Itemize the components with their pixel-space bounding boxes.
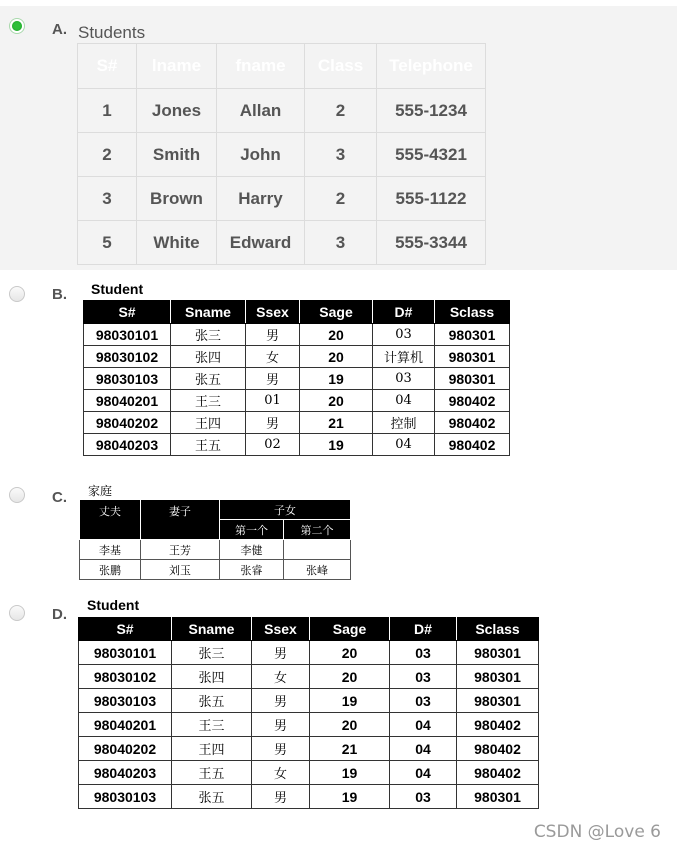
table-header-row bbox=[79, 618, 539, 641]
table-header-cell: S# bbox=[79, 618, 172, 641]
table-cell: 980301 bbox=[457, 641, 539, 665]
table-cell: 3 bbox=[305, 221, 377, 265]
table-cell: Harry bbox=[217, 177, 305, 221]
table-cell: 555-4321 bbox=[377, 133, 486, 177]
option-c[interactable] bbox=[0, 478, 677, 588]
table-cell: 20 bbox=[300, 324, 373, 346]
table-cell: 98030101 bbox=[79, 641, 172, 665]
table-cell: 张三 bbox=[171, 324, 246, 346]
table-cell: 555-1122 bbox=[377, 177, 486, 221]
table-cell: 980402 bbox=[435, 412, 510, 434]
table-header-cell: Sage bbox=[310, 618, 390, 641]
table-header-cell: Sclass bbox=[435, 301, 510, 324]
table-cell: 980301 bbox=[457, 689, 539, 713]
option-d-letter: D. bbox=[52, 606, 67, 623]
table-header-cell: 子女 bbox=[220, 500, 351, 520]
table-cell: 980301 bbox=[435, 368, 510, 390]
table-cell: 男 bbox=[252, 641, 310, 665]
table-header-cell: 丈夫 bbox=[80, 500, 141, 540]
option-c-letter: C. bbox=[52, 489, 67, 506]
table-cell: 98040203 bbox=[79, 761, 172, 785]
table-row bbox=[80, 540, 351, 560]
table-cell: 张五 bbox=[172, 689, 252, 713]
table-cell: 03 bbox=[390, 785, 457, 809]
table-cell: Allan bbox=[217, 89, 305, 133]
table-cell: 98030101 bbox=[84, 324, 171, 346]
table-header-cell: Class bbox=[305, 44, 377, 89]
table-row bbox=[79, 641, 539, 665]
table-cell: 980402 bbox=[457, 737, 539, 761]
table-header-cell: Sclass bbox=[457, 618, 539, 641]
table-row bbox=[84, 390, 510, 412]
table-cell: 19 bbox=[300, 368, 373, 390]
table-header-cell: Sage bbox=[300, 301, 373, 324]
table-cell: 王芳 bbox=[141, 540, 220, 560]
table-cell: 20 bbox=[310, 641, 390, 665]
option-c-caption: 家庭 bbox=[88, 484, 113, 498]
table-cell: 控制 bbox=[373, 412, 435, 434]
table-row bbox=[79, 689, 539, 713]
option-a-radio[interactable] bbox=[9, 18, 25, 34]
table-cell: 980301 bbox=[435, 324, 510, 346]
table-cell: 男 bbox=[246, 368, 300, 390]
table-cell: 980402 bbox=[435, 390, 510, 412]
table-cell: 03 bbox=[390, 665, 457, 689]
table-cell: 男 bbox=[252, 713, 310, 737]
table-cell: 3 bbox=[305, 133, 377, 177]
table-cell: 04 bbox=[390, 737, 457, 761]
table-cell: 980402 bbox=[457, 761, 539, 785]
table-row bbox=[79, 665, 539, 689]
table-cell: 女 bbox=[252, 665, 310, 689]
option-b-radio[interactable] bbox=[9, 286, 25, 302]
table-cell: 张鹏 bbox=[80, 560, 141, 580]
table-header-cell: Ssex bbox=[252, 618, 310, 641]
option-a[interactable] bbox=[0, 6, 677, 270]
table-cell: 2 bbox=[305, 89, 377, 133]
table-row bbox=[79, 713, 539, 737]
option-b-letter: B. bbox=[52, 286, 67, 303]
table-cell: 男 bbox=[246, 412, 300, 434]
table-cell: 张五 bbox=[172, 785, 252, 809]
table-header-cell: 妻子 bbox=[141, 500, 220, 540]
table-cell: 李健 bbox=[220, 540, 284, 560]
table-cell: 女 bbox=[252, 761, 310, 785]
table-cell: 21 bbox=[300, 412, 373, 434]
table-cell: 男 bbox=[252, 689, 310, 713]
table-cell: 男 bbox=[252, 785, 310, 809]
table-cell: 2 bbox=[78, 133, 137, 177]
table-cell: 980301 bbox=[457, 665, 539, 689]
table-header-cell: Sname bbox=[172, 618, 252, 641]
table-cell: 张三 bbox=[172, 641, 252, 665]
table-cell: 王五 bbox=[172, 761, 252, 785]
table-row bbox=[80, 560, 351, 580]
table-cell: Edward bbox=[217, 221, 305, 265]
table-cell: 20 bbox=[310, 665, 390, 689]
table-cell: 20 bbox=[300, 346, 373, 368]
option-b[interactable] bbox=[0, 270, 677, 470]
table-cell: 04 bbox=[373, 434, 435, 456]
table-cell: 555-3344 bbox=[377, 221, 486, 265]
table-row bbox=[78, 221, 486, 265]
table-header-row bbox=[78, 44, 486, 89]
watermark: CSDN @Love 6 bbox=[533, 822, 661, 842]
table-cell: 04 bbox=[390, 761, 457, 785]
table-cell: 1 bbox=[78, 89, 137, 133]
table-cell: 19 bbox=[310, 761, 390, 785]
table-cell: 王五 bbox=[171, 434, 246, 456]
table-header-cell: lname bbox=[137, 44, 217, 89]
table-cell: 01 bbox=[246, 390, 300, 412]
table-cell: White bbox=[137, 221, 217, 265]
table-row bbox=[78, 133, 486, 177]
table-cell: 19 bbox=[310, 689, 390, 713]
table-cell: 980402 bbox=[435, 434, 510, 456]
table-cell: 03 bbox=[373, 324, 435, 346]
table-cell: 李基 bbox=[80, 540, 141, 560]
table-cell: 02 bbox=[246, 434, 300, 456]
table-cell: 98040202 bbox=[84, 412, 171, 434]
table-header-cell: Ssex bbox=[246, 301, 300, 324]
table-cell: 张五 bbox=[171, 368, 246, 390]
table-cell: 5 bbox=[78, 221, 137, 265]
table-row bbox=[84, 368, 510, 390]
table-cell: 3 bbox=[78, 177, 137, 221]
table-row bbox=[84, 346, 510, 368]
table-row bbox=[78, 89, 486, 133]
table-cell: 王四 bbox=[172, 737, 252, 761]
table-row bbox=[79, 761, 539, 785]
table-cell: 王三 bbox=[171, 390, 246, 412]
table-header-cell: S# bbox=[78, 44, 137, 89]
table-cell: 98030103 bbox=[79, 785, 172, 809]
students-table bbox=[77, 43, 486, 265]
table-row bbox=[84, 324, 510, 346]
table-cell: 王四 bbox=[171, 412, 246, 434]
table-cell: 张四 bbox=[172, 665, 252, 689]
table-header-cell: 第二个 bbox=[284, 520, 351, 540]
table-cell: 张睿 bbox=[220, 560, 284, 580]
table-cell: 男 bbox=[246, 324, 300, 346]
table-cell: 21 bbox=[310, 737, 390, 761]
table-header-cell: D# bbox=[390, 618, 457, 641]
table-cell: 19 bbox=[300, 434, 373, 456]
table-cell: 男 bbox=[252, 737, 310, 761]
table-cell: 980301 bbox=[457, 785, 539, 809]
table-cell: Brown bbox=[137, 177, 217, 221]
table-cell: John bbox=[217, 133, 305, 177]
option-a-title: Students bbox=[78, 23, 146, 42]
table-cell: 98040203 bbox=[84, 434, 171, 456]
table-header-cell: fname bbox=[217, 44, 305, 89]
table-cell: 计算机 bbox=[373, 346, 435, 368]
option-d-caption: Student bbox=[87, 597, 140, 613]
table-cell bbox=[284, 540, 351, 560]
table-cell: 03 bbox=[373, 368, 435, 390]
table-header-cell: Sname bbox=[171, 301, 246, 324]
table-cell: 2 bbox=[305, 177, 377, 221]
table-cell: Jones bbox=[137, 89, 217, 133]
table-header-row bbox=[84, 301, 510, 324]
option-d-radio[interactable] bbox=[9, 605, 25, 621]
table-cell: 刘玉 bbox=[141, 560, 220, 580]
table-cell: 04 bbox=[390, 713, 457, 737]
table-cell: 20 bbox=[300, 390, 373, 412]
table-cell: 98030103 bbox=[84, 368, 171, 390]
table-cell: 张峰 bbox=[284, 560, 351, 580]
option-a-letter: A. bbox=[52, 21, 67, 38]
table-header-cell: Telephone bbox=[377, 44, 486, 89]
table-cell: 王三 bbox=[172, 713, 252, 737]
table-cell: Smith bbox=[137, 133, 217, 177]
table-cell: 19 bbox=[310, 785, 390, 809]
option-c-radio[interactable] bbox=[9, 487, 25, 503]
table-cell: 03 bbox=[390, 689, 457, 713]
table-cell: 20 bbox=[310, 713, 390, 737]
table-row bbox=[84, 412, 510, 434]
table-cell: 女 bbox=[246, 346, 300, 368]
family-table bbox=[79, 499, 351, 580]
table-cell: 555-1234 bbox=[377, 89, 486, 133]
option-b-caption: Student bbox=[91, 281, 144, 297]
table-cell: 04 bbox=[373, 390, 435, 412]
student-table-d bbox=[78, 617, 539, 809]
table-cell: 98030103 bbox=[79, 689, 172, 713]
option-d[interactable] bbox=[0, 595, 677, 825]
table-cell: 98040202 bbox=[79, 737, 172, 761]
table-cell: 98030102 bbox=[79, 665, 172, 689]
table-row bbox=[78, 177, 486, 221]
table-row bbox=[79, 737, 539, 761]
table-cell: 98030102 bbox=[84, 346, 171, 368]
table-header-cell: 第一个 bbox=[220, 520, 284, 540]
table-cell: 98040201 bbox=[79, 713, 172, 737]
table-cell: 98040201 bbox=[84, 390, 171, 412]
table-header-cell: S# bbox=[84, 301, 171, 324]
table-cell: 张四 bbox=[171, 346, 246, 368]
student-table-b bbox=[83, 300, 510, 456]
table-cell: 980301 bbox=[435, 346, 510, 368]
table-row bbox=[84, 434, 510, 456]
table-cell: 980402 bbox=[457, 713, 539, 737]
table-cell: 03 bbox=[390, 641, 457, 665]
table-header-cell: D# bbox=[373, 301, 435, 324]
table-row bbox=[79, 785, 539, 809]
table-header-row bbox=[80, 500, 351, 520]
